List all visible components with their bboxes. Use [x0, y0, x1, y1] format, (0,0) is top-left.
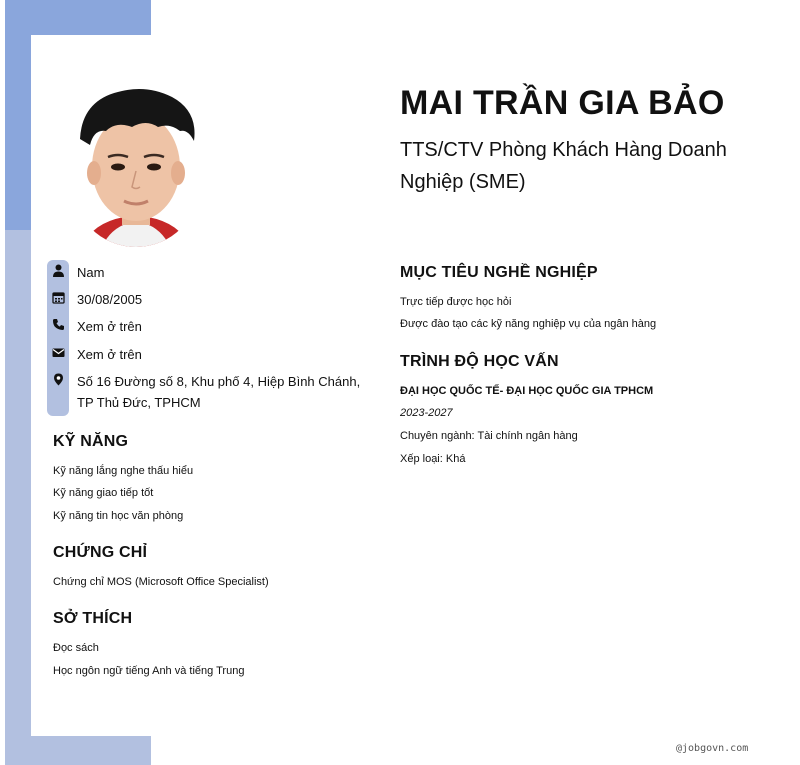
contact-dob: [52, 289, 143, 307]
address-text: Số 16 Đường số 8, Khu phố 4, Hiệp Bình Chánh, TP Thủ Đức, TPHCM: [77, 374, 361, 410]
hobby-item: Đọc sách: [53, 642, 99, 654]
email-text: Xem ở trên: [77, 347, 142, 362]
objective-item: Trực tiếp được học hỏi: [400, 296, 512, 308]
location-icon: [52, 373, 65, 386]
education-school: ĐẠI HỌC QUỐC TẾ- ĐẠI HỌC QUỐC GIA TPHCM: [400, 385, 654, 397]
mail-icon: [52, 346, 65, 359]
contact-phone: [52, 316, 142, 334]
skill-item: Kỹ năng tin học văn phòng: [53, 510, 184, 522]
watermark: @jobgovn.com: [676, 743, 749, 754]
objective-title: MỤC TIÊU NGHỀ NGHIỆP: [400, 264, 598, 281]
contact-email: [52, 344, 142, 362]
education-grade: Xếp loại: Khá: [400, 453, 466, 465]
profile-photo: [72, 83, 200, 247]
contact-icon-strip: [47, 260, 69, 416]
education-major: Chuyên ngành: Tài chính ngân hàng: [400, 430, 578, 442]
dob-text: 30/08/2005: [77, 292, 143, 307]
phone-text: Xem ở trên: [77, 319, 142, 334]
person-icon: [52, 264, 65, 277]
skill-item: Kỹ năng lắng nghe thấu hiểu: [53, 465, 194, 477]
certificate-item: Chứng chỉ MOS (Microsoft Office Specialist): [53, 576, 269, 588]
education-title: TRÌNH ĐỘ HỌC VẤN: [400, 353, 559, 370]
contact-address: [52, 371, 361, 410]
calendar-icon: [52, 291, 65, 304]
hobby-item: Học ngôn ngữ tiếng Anh và tiếng Trung: [53, 665, 245, 677]
objective-item: Được đào tạo các kỹ năng nghiệp vụ của ngân hàng: [400, 318, 657, 330]
certificates-title: CHỨNG CHỈ: [53, 544, 148, 561]
candidate-name: MAI TRẦN GIA BẢO: [400, 84, 725, 122]
job-title: TTS/CTV Phòng Khách Hàng Doanh Nghiệp (SME): [400, 139, 727, 193]
skills-title: KỸ NĂNG: [53, 433, 129, 450]
phone-icon: [52, 318, 65, 331]
contact-gender: [52, 262, 105, 280]
gender-text: Nam: [77, 265, 105, 280]
skill-item: Kỹ năng giao tiếp tốt: [53, 487, 154, 499]
education-years: 2023-2027: [400, 407, 453, 419]
hobbies-title: SỞ THÍCH: [53, 610, 133, 627]
